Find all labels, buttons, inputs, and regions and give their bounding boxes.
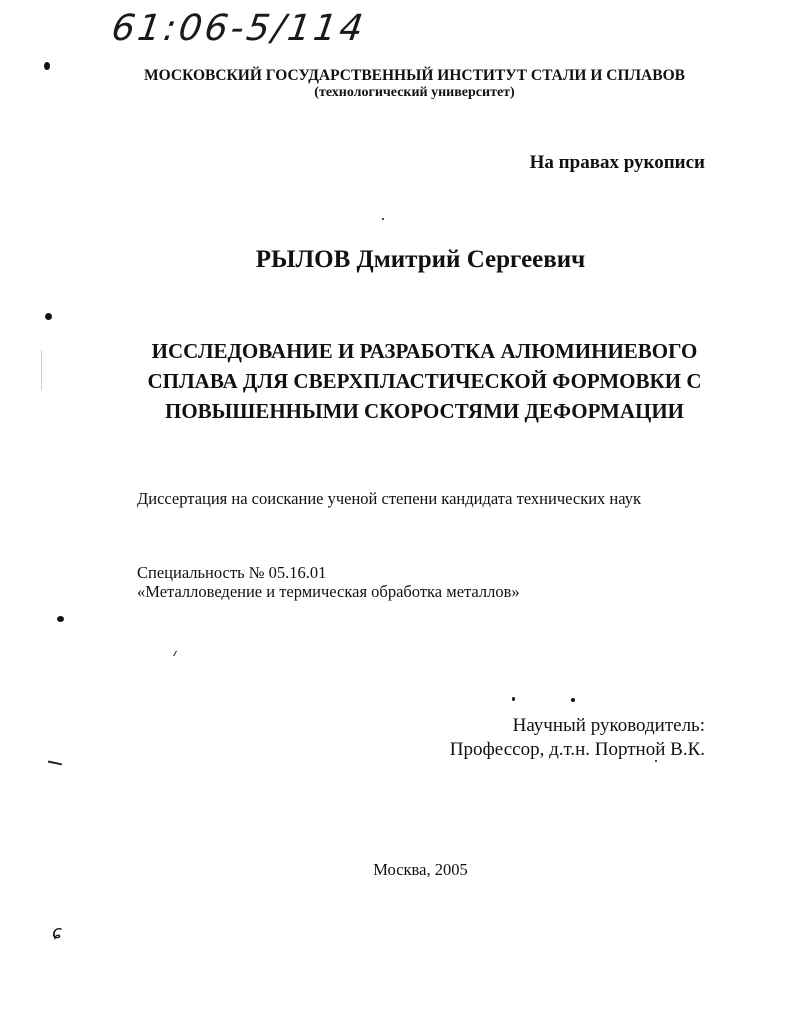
supervisor-name: Профессор, д.т.н. Портной В.К.: [449, 739, 705, 760]
title-line-1: ИССЛЕДОВАНИЕ И РАЗРАБОТКА АЛЮМИНИЕВОГО: [151, 339, 698, 363]
scan-stroke: [173, 651, 177, 657]
title-line-2: СПЛАВА ДЛЯ СВЕРХПЛАСТИЧЕСКОЙ ФОРМОВКИ С: [147, 369, 702, 393]
supervisor-label: Научный руководитель:: [512, 715, 705, 736]
scan-stroke: [48, 761, 62, 765]
scan-speck: [382, 218, 384, 220]
manuscript-rights-note: На правах рукописи: [529, 152, 705, 173]
supervisor-block: [450, 714, 705, 762]
scan-speck: [57, 616, 64, 622]
specialty-block: [137, 563, 520, 601]
city-year: Москва, 2005: [373, 860, 468, 879]
scan-speck: [571, 698, 575, 702]
scan-speck: [512, 697, 515, 701]
title-line-3: ПОВЫШЕННЫМИ СКОРОСТЯМИ ДЕФОРМАЦИИ: [164, 399, 684, 423]
author-name: РЫЛОВ Дмитрий Сергеевич: [255, 246, 586, 273]
specialty-code: Специальность № 05.16.01: [137, 563, 327, 582]
scan-speck: [45, 313, 52, 320]
specialty-name: «Металловедение и термическая обработка металлов»: [137, 582, 520, 601]
scan-speck: [44, 62, 50, 70]
institute-name: МОСКОВСКИЙ ГОСУДАРСТВЕННЫЙ ИНСТИТУТ СТАЛИ И СПЛАВОВ: [144, 67, 685, 84]
handwritten-archive-code: 61:06-5/114: [109, 8, 369, 49]
degree-statement: Диссертация на соискание ученой степени кандидата технических наук: [137, 489, 641, 508]
handwritten-mark: ɕ: [52, 922, 62, 943]
institute-subtitle: (технологический университет): [314, 85, 515, 100]
dissertation-title: [28, 336, 793, 426]
scan-stroke: [41, 350, 42, 390]
scan-speck: [655, 760, 657, 762]
